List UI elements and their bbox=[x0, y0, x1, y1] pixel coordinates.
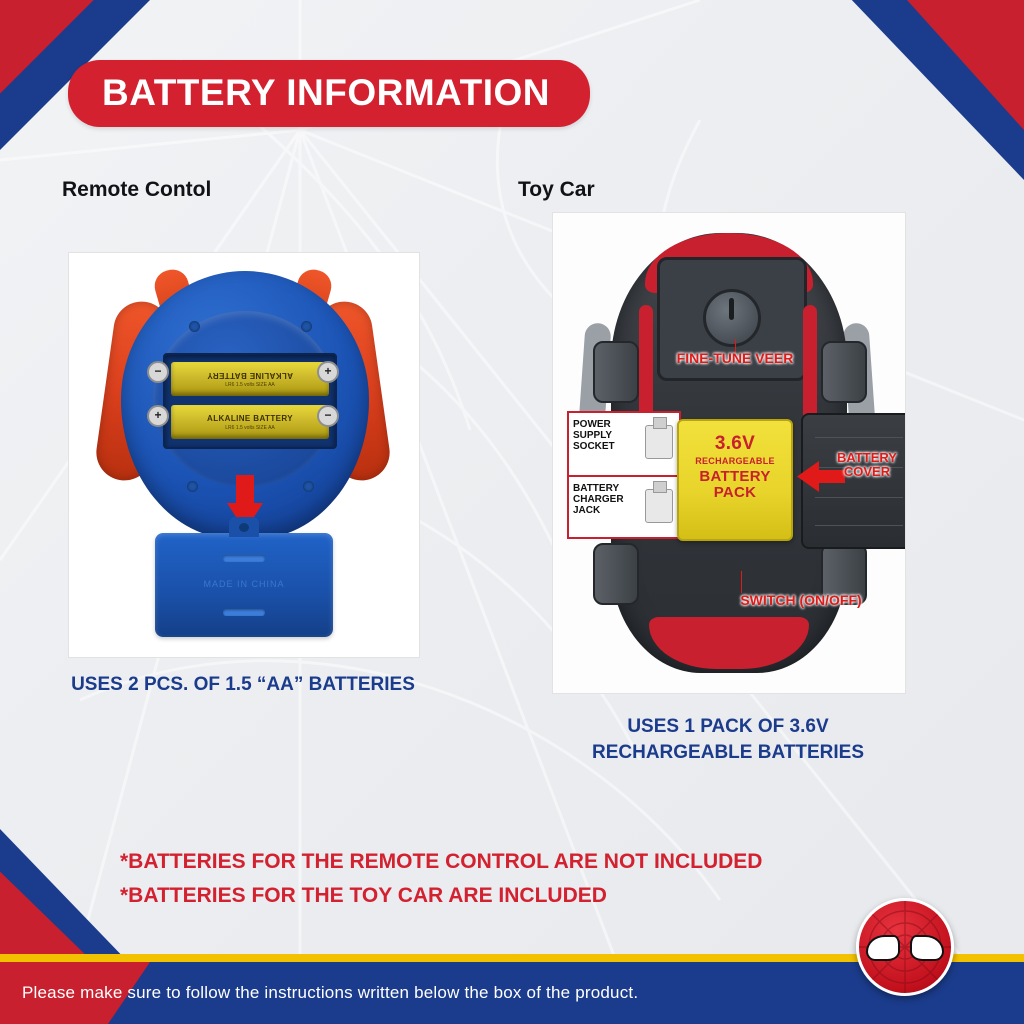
footer-instruction-text: Please make sure to follow the instructions written below the box of the product. bbox=[22, 983, 639, 1002]
annotation-battery-cover: BATTERY COVER bbox=[837, 450, 897, 479]
toy-car-illustration bbox=[553, 213, 905, 693]
remote-screw bbox=[189, 321, 200, 332]
car-red-strip-left bbox=[639, 305, 653, 425]
remote-battery-cover bbox=[155, 533, 333, 637]
battery-terminal-positive: + bbox=[317, 361, 339, 383]
car-wheel bbox=[593, 341, 639, 403]
battery-pack-voltage: 3.6V bbox=[714, 433, 756, 454]
fine-tune-dial bbox=[703, 289, 761, 347]
battery-charger-jack-label: BATTERY CHARGER JACK bbox=[573, 483, 624, 517]
page-title: BATTERY INFORMATION bbox=[102, 72, 550, 113]
switch-leader-line bbox=[741, 571, 742, 593]
charger-jack-icon bbox=[645, 489, 673, 523]
car-red-strip-right bbox=[803, 305, 817, 425]
aa-battery-cell bbox=[171, 362, 329, 396]
remote-screw bbox=[301, 321, 312, 332]
battery-pack-line2: PACK bbox=[713, 484, 757, 502]
cover-made-in-text: MADE IN CHINA bbox=[203, 579, 285, 589]
header-banner bbox=[68, 60, 590, 127]
cover-slot bbox=[223, 555, 265, 562]
caption-remote-control: USES 2 PCS. OF 1.5 “AA” BATTERIES bbox=[71, 674, 415, 695]
battery-cell-sublabel: LR6 1.5 volts SIZE AA bbox=[225, 425, 275, 431]
note-car-included: *BATTERIES FOR THE TOY CAR ARE INCLUDED bbox=[120, 883, 607, 907]
section-label-remote-control: Remote Contol bbox=[62, 178, 212, 201]
remote-screw bbox=[303, 481, 314, 492]
battery-terminal-positive: + bbox=[147, 405, 169, 427]
car-wheel bbox=[593, 543, 639, 605]
battery-terminal-negative: − bbox=[317, 405, 339, 427]
annotation-fine-tune-veer: FINE-TUNE VEER bbox=[676, 350, 794, 366]
remote-control-illustration bbox=[69, 253, 419, 657]
spider-eye-left bbox=[866, 935, 900, 961]
remote-screw bbox=[187, 481, 198, 492]
battery-pack-type: RECHARGEABLE bbox=[695, 455, 775, 466]
section-label-toy-car: Toy Car bbox=[518, 178, 595, 201]
socket-callout-panel bbox=[567, 411, 681, 539]
battery-cell-label: ALKALINE BATTERY bbox=[207, 414, 293, 423]
notes-block bbox=[120, 845, 762, 912]
power-supply-socket-row bbox=[569, 413, 679, 475]
note-remote-not-included: *BATTERIES FOR THE REMOTE CONTROL ARE NOT INCLUDED bbox=[120, 850, 763, 873]
cover-tab bbox=[229, 517, 259, 537]
cover-slot bbox=[223, 609, 265, 616]
battery-cell-sublabel: LR6 1.5 volts SIZE AA bbox=[225, 382, 275, 388]
battery-pack-line1: BATTERY bbox=[699, 468, 771, 486]
annotation-switch-on-off: SWITCH (ON/OFF) bbox=[740, 592, 862, 608]
power-plug-icon bbox=[645, 425, 673, 459]
remote-control-image bbox=[68, 252, 420, 658]
battery-charger-jack-row bbox=[569, 475, 679, 537]
aa-battery-cell bbox=[171, 405, 329, 439]
toy-car-image bbox=[552, 212, 906, 694]
rechargeable-battery-pack bbox=[677, 419, 793, 541]
power-supply-socket-label: POWER SUPPLY SOCKET bbox=[573, 419, 615, 453]
spider-mask-badge-icon bbox=[856, 898, 954, 996]
remote-battery-compartment bbox=[163, 353, 337, 449]
caption-toy-car: USES 1 PACK OF 3.6V RECHARGEABLE BATTERIES bbox=[592, 716, 864, 763]
battery-terminal-negative: − bbox=[147, 361, 169, 383]
car-wheel bbox=[821, 341, 867, 403]
battery-cell-label: ALKALINE BATTERY bbox=[207, 371, 293, 380]
